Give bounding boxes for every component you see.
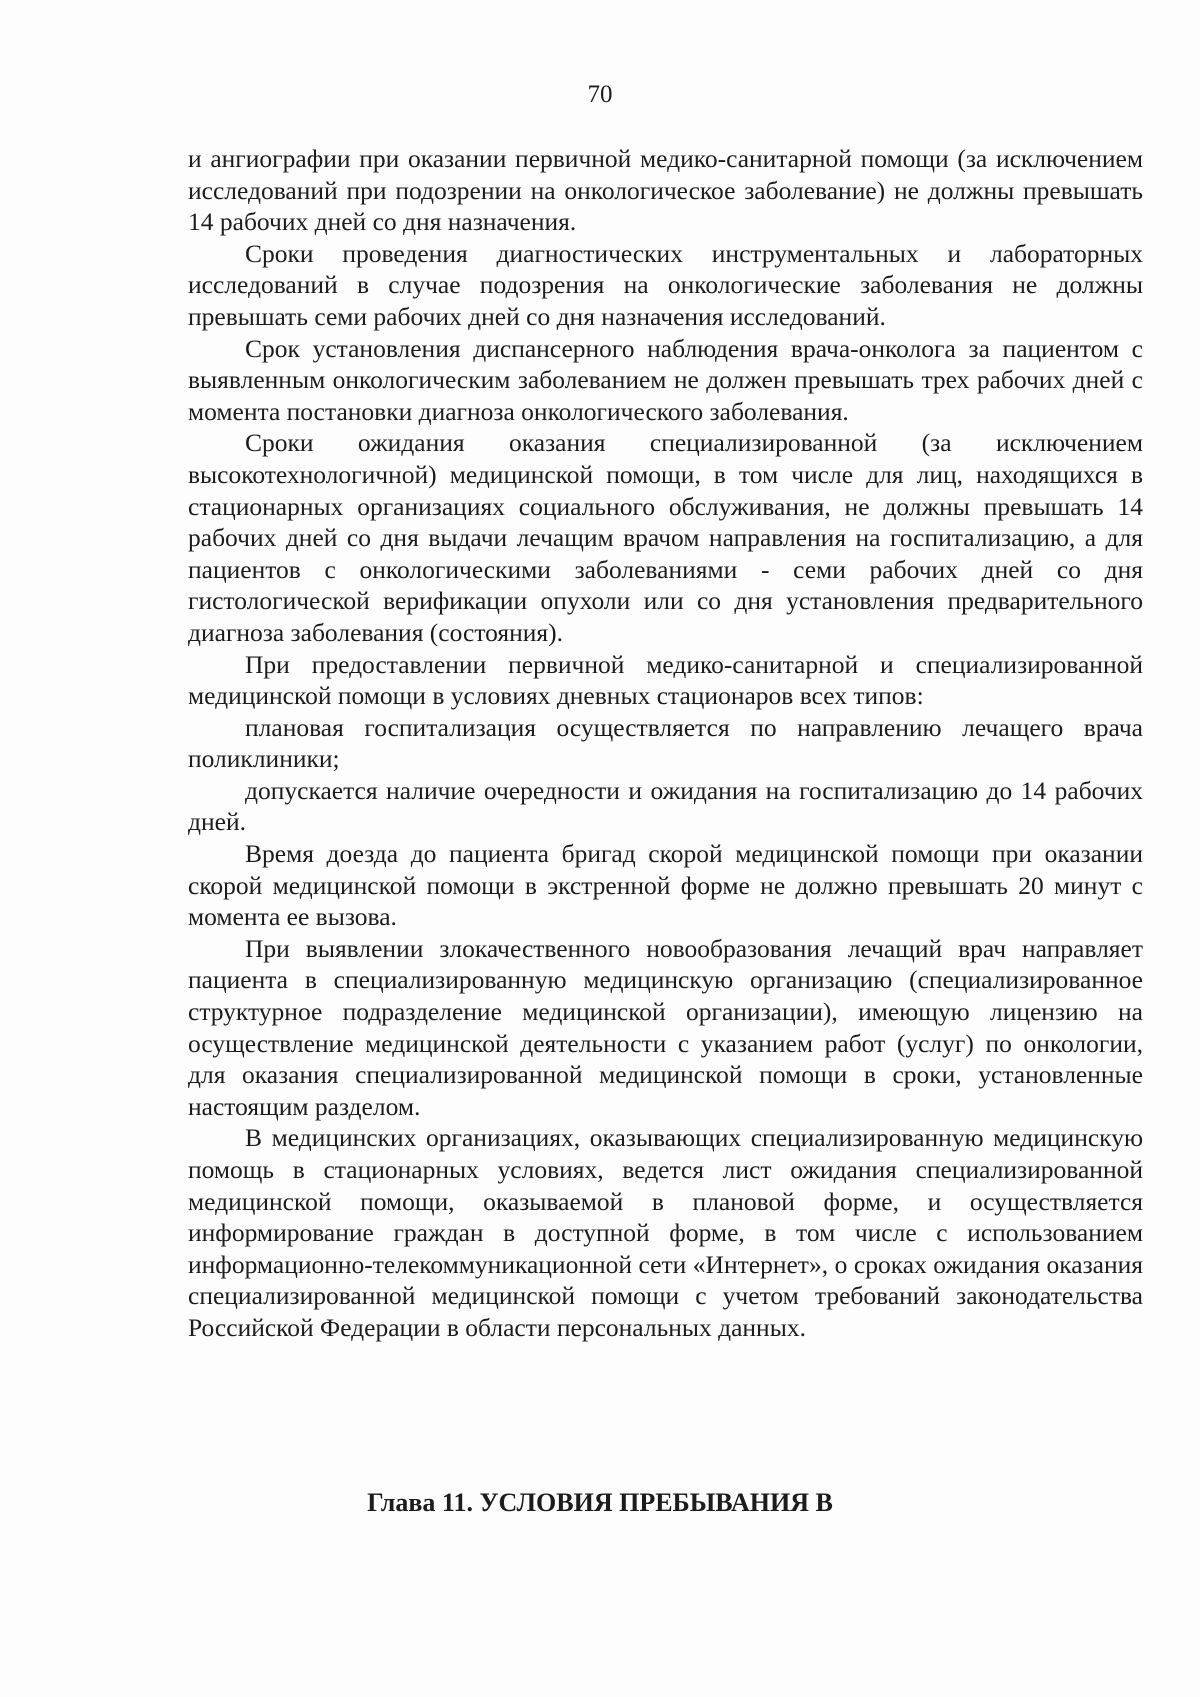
paragraph-dispensary-observation: Срок установления диспансерного наблюдения врача-онколога за пациентом с выявленным онкологическим заболеванием не должен превышать трех рабочих дней с момента постановки диагноза онкологического заболевания.	[188, 333, 1143, 426]
paragraph-specialized-care-waiting: Сроки ожидания оказания специализированной (за исключением высокотехнологичной) медицинской помощи, в том числе для лиц, находящихся в стационарных организациях социального обслуживания, не должны превышать 14 рабочих дней со дня выдачи лечащим врачом направления на госпитализацию, а для пациентов с онкологическими заболеваниями - семи рабочих дней со дня гистологической верификации опухоли или со дня установления предварительного диагноза заболевания (состояния).	[188, 428, 1143, 647]
paragraph-planned-hospitalization: плановая госпитализация осуществляется по направлению лечащего врача поликлиники;	[188, 712, 1143, 774]
paragraph-day-hospitals: При предоставлении первичной медико-санитарной и специализированной медицинской помощи в условиях дневных стационаров всех типов:	[188, 649, 1143, 711]
page-number: 70	[587, 81, 613, 108]
paragraph-continuation: и ангиографии при оказании первичной медико-санитарной помощи (за исключением исследований при подозрении на онкологическое заболевание) не должны превышать 14 рабочих дней со дня назначения.	[188, 144, 1143, 237]
paragraph-oncology-referral: При выявлении злокачественного новообразования лечащий врач направляет пациента в специализированную медицинскую организацию (специализированное структурное подразделение медицинской организации), имеющую лицензию на осуществление медицинской деятельности с указанием работ (услуг) по онкологии, для оказания специализированной медицинской помощи в сроки, установленные настоящим разделом.	[188, 933, 1143, 1121]
paragraph-waiting-list: В медицинских организациях, оказывающих специализированную медицинскую помощь в стационарных условиях, ведется лист ожидания специализированной медицинской помощи, оказываемой в плановой форме, и осуществляется информирование граждан в доступной форме, в том числе с использованием информационно-телекоммуникационной сети «Интернет», о сроках ожидания оказания специализированной медицинской помощи с учетом требований законодательства Российской Федерации в области персональных данных.	[188, 1123, 1143, 1342]
chapter-heading: Глава 11. УСЛОВИЯ ПРЕБЫВАНИЯ В	[367, 1488, 833, 1517]
paragraph-diagnostic-terms: Сроки проведения диагностических инструментальных и лабораторных исследований в случае подозрения на онкологические заболевания не должны превышать семи рабочих дней со дня назначения исследований.	[188, 238, 1143, 331]
body-text	[188, 143, 1143, 1344]
paragraph-queue-allowed: допускается наличие очередности и ожидания на госпитализацию до 14 рабочих дней.	[188, 775, 1143, 837]
paragraph-ambulance-time: Время доезда до пациента бригад скорой медицинской помощи при оказании скорой медицинской помощи в экстренной форме не должно превышать 20 минут с момента ее вызова.	[188, 839, 1143, 932]
